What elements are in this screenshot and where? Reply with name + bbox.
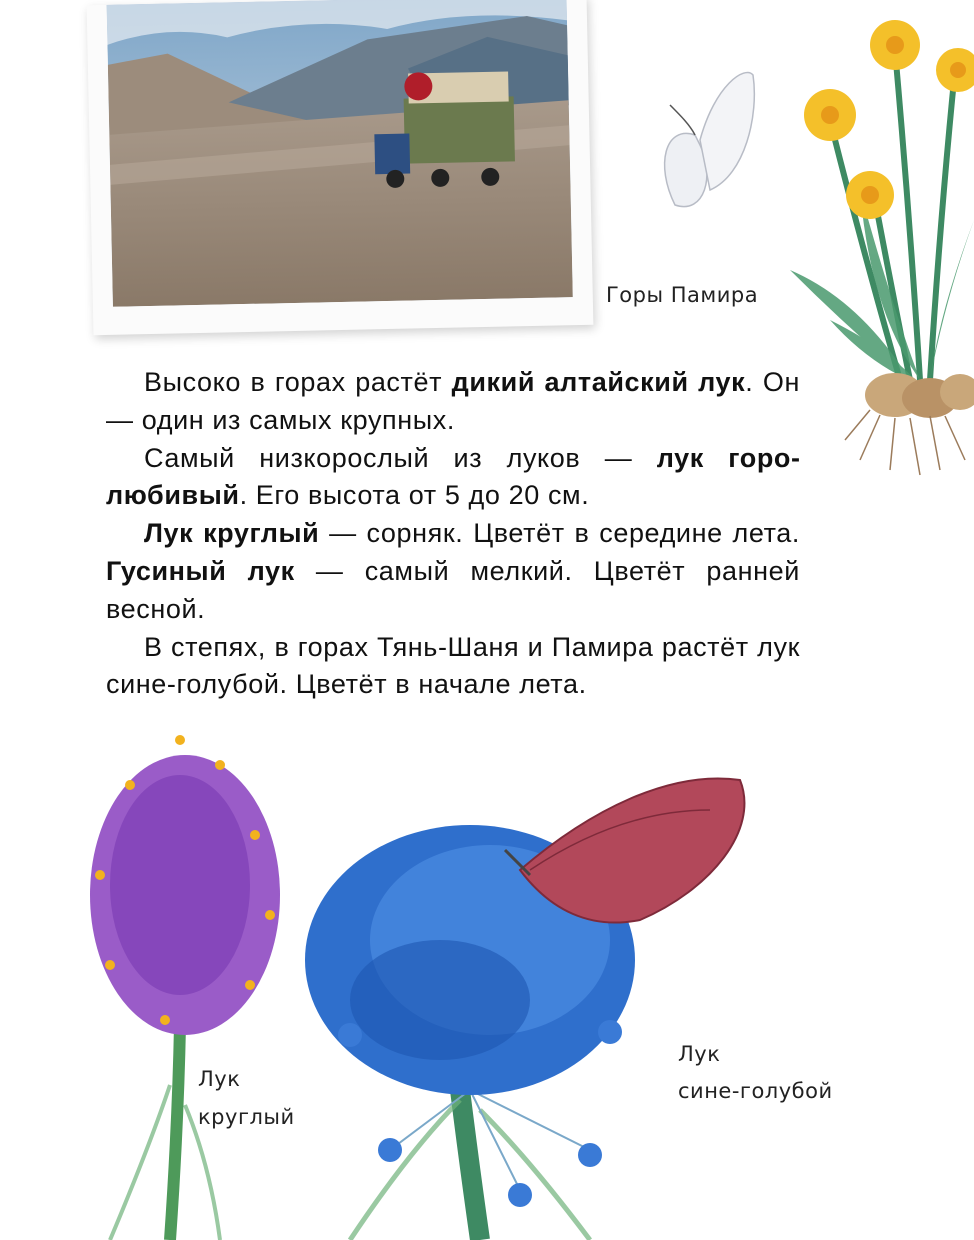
paragraph-4: В степях, в горах Тянь-Шаня и Памира растёт лук сине-голубой. Цветёт в начале лета. (106, 631, 800, 700)
round-onion-illustration (70, 725, 310, 1240)
body-text (106, 364, 800, 704)
photo-frame (87, 0, 594, 335)
label-round-onion-line2: круглый (198, 1105, 295, 1129)
photo-caption: Горы Памира (606, 283, 759, 307)
paragraph-1: Высоко в горах растёт дикий алтайский лук. Он — один из самых крупных. (106, 367, 801, 435)
label-blue-onion-line2: сине-голубой (678, 1079, 833, 1103)
paragraph-2: Самый низкорослый из луков — лук горолюбивый. Его высота от 5 до 20 см. (106, 442, 801, 511)
label-blue-onion-line1: Лук (678, 1042, 721, 1066)
label-round-onion-line1: Лук (198, 1067, 241, 1091)
yellow-onion-illustration (770, 20, 974, 480)
white-butterfly-illustration (655, 65, 760, 220)
pamir-photo (107, 0, 573, 307)
blue-onion-illustration (290, 770, 780, 1240)
paragraph-3: Лук круглый — сорняк. Цветёт в середине лета. Гусиный лук — самый мелкий. Цветёт ранней весной. (106, 518, 800, 624)
